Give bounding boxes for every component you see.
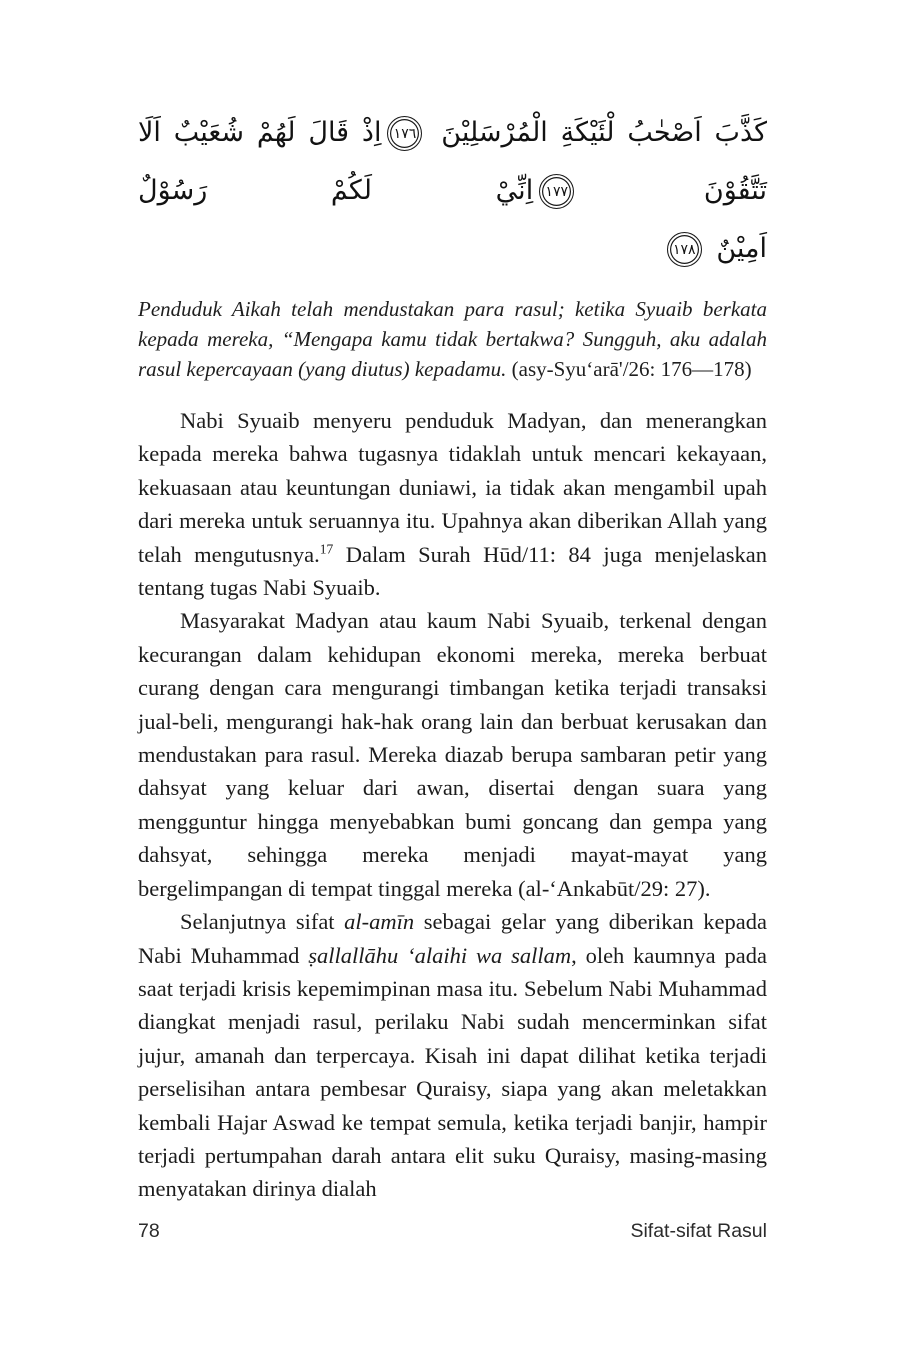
ayah-number-medallion: ١٧٦ bbox=[387, 116, 422, 151]
footnote-ref: 17 bbox=[319, 541, 334, 557]
ayah-number-medallion: ١٧٨ bbox=[667, 232, 702, 267]
ayah-number-medallion: ١٧٧ bbox=[539, 174, 574, 209]
verse-translation: Penduduk Aikah telah mendustakan para rasul; ketika Syuaib berkata kepada mereka, “Mengapa kamu tidak bertakwa? Sungguh, aku adalah rasul kepercayaan (yang diutus) kepadamu. (asy-Syu‘arā'/26: 176—178) bbox=[138, 297, 767, 381]
paragraph-2: Masyarakat Madyan atau kaum Nabi Syuaib, terkenal dengan kecurangan dalam kehidupan ekonomi mereka, mereka berbuat curang dengan cara mengurangi timbangan ketika terjadi transaksi jual-beli, mengurangi hak-hak orang lain dan berbuat kerusakan dan mendustakan para rasul. Mereka diazab berupa sambaran petir yang dahsyat yang keluar dari awan, disertai dengan suara yang mengguntur hingga menyebabkan bumi goncang dan gempa yang dahsyat, sehingga mereka menjadi mayat-mayat yang bergelimpangan di tempat tinggal mereka (al-‘Ankabūt/29: 27). bbox=[138, 608, 767, 901]
arabic-verse-line-1: كَذَّبَ اَصْحٰبُ لْئَيْكَةِ الْمُرْسَلِيْنَ ١٧٦اِذْ قَالَ لَهُمْ شُعَيْبٌ اَلَا تَتَّقُوْنَ ١٧٧اِنِّيْ لَكُمْ رَسُوْلٌ bbox=[138, 104, 767, 220]
quran-verse-arabic bbox=[138, 104, 767, 278]
arabic-verse-line-2: اَمِيْنٌ ١٧٨ bbox=[138, 220, 767, 278]
page-number: 78 bbox=[138, 1220, 160, 1242]
body-text bbox=[138, 404, 767, 1206]
running-title: Sifat-sifat Rasul bbox=[630, 1220, 767, 1242]
paragraph-1: Nabi Syuaib menyeru penduduk Madyan, dan menerangkan kepada mereka bahwa tugasnya tidaklah untuk mencari kekayaan, kekuasaan atau keuntungan duniawi, ia tidak akan mengambil upah dari mereka untuk seruannya itu. Upahnya akan diberikan Allah yang telah mengutusnya.$^{17}$ Dalam Surah Hūd/11: 84 juga menjelaskan tentang tugas Nabi Syuaib. bbox=[138, 408, 767, 601]
paragraph-3: Selanjutnya sifat al-amīn sebagai gelar yang diberikan kepada Nabi Muhammad ṣallallāhu ‘alaihi wa sallam, oleh kaumnya pada saat terjadi krisis kepemimpinan masa itu. Sebelum Nabi Muhammad diangkat menjadi rasul, perilaku Nabi sudah mencerminkan sifat jujur, amanah dan terpercaya. Kisah ini dapat dilihat ketika terjadi perselisihan antara pembesar Quraisy, siapa yang akan meletakkan kembali Hajar Aswad ke tempat semula, ketika terjadi banjir, hampir terjadi pertumpahan darah antara elit suku Quraisy, masing-masing menyatakan dirinya dialah bbox=[138, 909, 768, 1202]
page-footer bbox=[138, 1220, 767, 1243]
